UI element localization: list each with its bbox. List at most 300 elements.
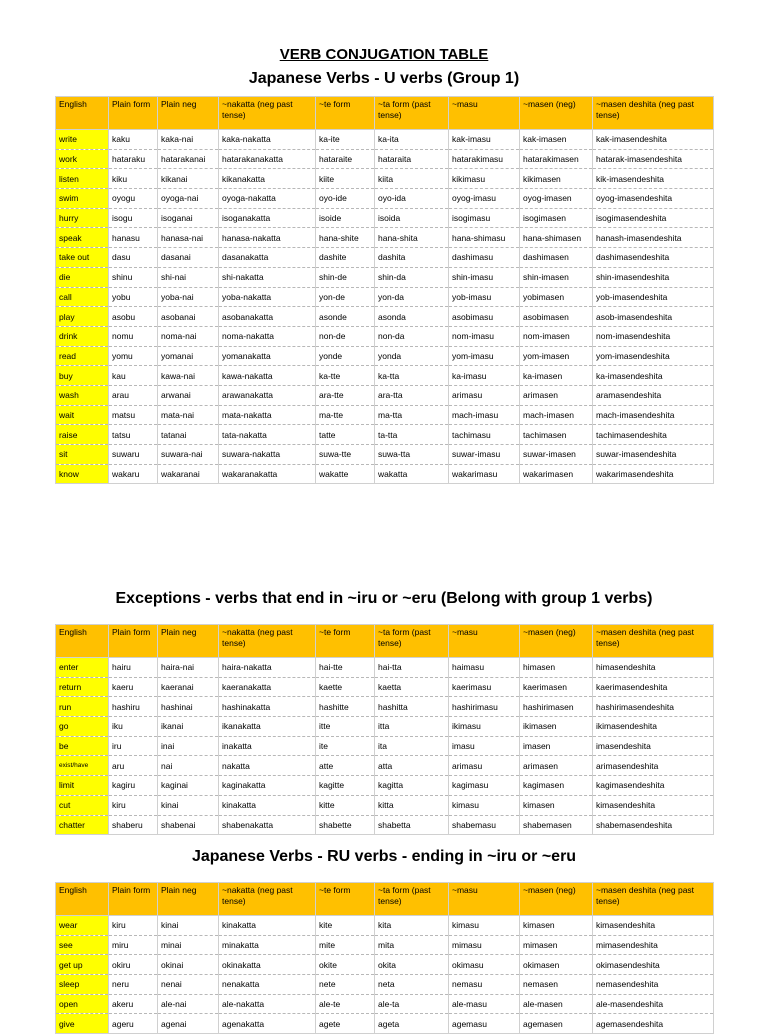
cell-ta-form: ita: [375, 736, 449, 756]
cell-masen: mach-imasen: [520, 405, 593, 425]
cell-te-form: okite: [316, 955, 375, 975]
cell-plain-neg: wakaranai: [158, 464, 219, 484]
cell-nakatta: hanasa-nakatta: [219, 228, 316, 248]
cell-te-form: kite: [316, 916, 375, 936]
cell-nakatta: arawanakatta: [219, 385, 316, 405]
table-row: [56, 385, 714, 405]
cell-nakatta: kinakatta: [219, 916, 316, 936]
cell-plain-form: neru: [109, 975, 158, 995]
cell-english: see: [56, 935, 109, 955]
cell-plain-neg: kaginai: [158, 776, 219, 796]
cell-ta-form: okita: [375, 955, 449, 975]
cell-te-form: nete: [316, 975, 375, 995]
header-plain-neg: Plain neg: [158, 883, 219, 916]
cell-ta-form: hataraita: [375, 149, 449, 169]
cell-ta-form: atta: [375, 756, 449, 776]
cell-masen: nemasen: [520, 975, 593, 995]
cell-ta-form: mita: [375, 935, 449, 955]
cell-plain-form: hairu: [109, 658, 158, 678]
cell-ta-form: yonda: [375, 346, 449, 366]
cell-english: speak: [56, 228, 109, 248]
cell-masen-deshita: hanash-imasendeshita: [593, 228, 714, 248]
cell-nakatta: shabenakatta: [219, 815, 316, 835]
cell-plain-neg: kaeranai: [158, 677, 219, 697]
cell-english: play: [56, 307, 109, 327]
cell-english: cut: [56, 795, 109, 815]
cell-plain-neg: tatanai: [158, 425, 219, 445]
cell-nakatta: mata-nakatta: [219, 405, 316, 425]
cell-ta-form: itta: [375, 717, 449, 737]
table-row: [56, 169, 714, 189]
cell-te-form: kaette: [316, 677, 375, 697]
cell-masen-deshita: kak-imasendeshita: [593, 130, 714, 150]
cell-nakatta: tata-nakatta: [219, 425, 316, 445]
cell-masen: wakarimasen: [520, 464, 593, 484]
cell-nakatta: agenakatta: [219, 1014, 316, 1034]
cell-masu: arimasu: [449, 756, 520, 776]
header-plain-form: Plain form: [109, 97, 158, 130]
cell-te-form: asonde: [316, 307, 375, 327]
cell-te-form: ma-tte: [316, 405, 375, 425]
cell-ta-form: suwa-tta: [375, 445, 449, 465]
header-masen: ~masen (neg): [520, 97, 593, 130]
cell-masen-deshita: agemasendeshita: [593, 1014, 714, 1034]
cell-nakatta: minakatta: [219, 935, 316, 955]
header-nakatta: ~nakatta (neg past tense): [219, 883, 316, 916]
table-row: [56, 366, 714, 386]
cell-te-form: ka-tte: [316, 366, 375, 386]
cell-te-form: ka-ite: [316, 130, 375, 150]
cell-masen-deshita: ale-masendeshita: [593, 994, 714, 1014]
table-row: [56, 228, 714, 248]
header-masen-deshita: ~masen deshita (neg past tense): [593, 883, 714, 916]
table-row: [56, 697, 714, 717]
cell-masen: kak-imasen: [520, 130, 593, 150]
cell-masu: oyog-imasu: [449, 189, 520, 209]
cell-masu: hana-shimasu: [449, 228, 520, 248]
cell-ta-form: ageta: [375, 1014, 449, 1034]
cell-te-form: hashitte: [316, 697, 375, 717]
table-row: [56, 916, 714, 936]
header-english: English: [56, 883, 109, 916]
cell-masen-deshita: mach-imasendeshita: [593, 405, 714, 425]
cell-masen: kaerimasen: [520, 677, 593, 697]
cell-masen: himasen: [520, 658, 593, 678]
cell-english: work: [56, 149, 109, 169]
cell-plain-neg: minai: [158, 935, 219, 955]
cell-masen: shin-imasen: [520, 267, 593, 287]
cell-plain-neg: yoba-nai: [158, 287, 219, 307]
cell-plain-neg: mata-nai: [158, 405, 219, 425]
table-row: [56, 405, 714, 425]
table-row: [56, 935, 714, 955]
header-masu: ~masu: [449, 97, 520, 130]
cell-nakatta: okinakatta: [219, 955, 316, 975]
cell-masu: ka-imasu: [449, 366, 520, 386]
cell-ta-form: shabetta: [375, 815, 449, 835]
cell-masu: tachimasu: [449, 425, 520, 445]
cell-te-form: itte: [316, 717, 375, 737]
cell-masen-deshita: yob-imasendeshita: [593, 287, 714, 307]
cell-masen-deshita: kaerimasendeshita: [593, 677, 714, 697]
cell-masu: hatarakimasu: [449, 149, 520, 169]
cell-masen: kikimasen: [520, 169, 593, 189]
cell-english: return: [56, 677, 109, 697]
cell-plain-form: yomu: [109, 346, 158, 366]
cell-masu: kimasu: [449, 795, 520, 815]
cell-nakatta: shi-nakatta: [219, 267, 316, 287]
cell-masen-deshita: dashimasendeshita: [593, 248, 714, 268]
cell-plain-form: miru: [109, 935, 158, 955]
cell-nakatta: asobanakatta: [219, 307, 316, 327]
cell-masu: shabemasu: [449, 815, 520, 835]
cell-masu: yom-imasu: [449, 346, 520, 366]
cell-masu: agemasu: [449, 1014, 520, 1034]
cell-nakatta: hashinakatta: [219, 697, 316, 717]
table-row: [56, 975, 714, 995]
cell-english: drink: [56, 326, 109, 346]
cell-te-form: ale-te: [316, 994, 375, 1014]
cell-plain-neg: kaka-nai: [158, 130, 219, 150]
cell-masen-deshita: wakarimasendeshita: [593, 464, 714, 484]
table-row: [56, 189, 714, 209]
cell-masu: kak-imasu: [449, 130, 520, 150]
u-verbs-table: [55, 96, 714, 484]
table-row: [56, 815, 714, 835]
cell-masu: okimasu: [449, 955, 520, 975]
cell-english: exist/have: [56, 756, 109, 776]
header-plain-form: Plain form: [109, 883, 158, 916]
cell-masen: isogimasen: [520, 208, 593, 228]
cell-english: listen: [56, 169, 109, 189]
cell-ta-form: kagitta: [375, 776, 449, 796]
cell-english: chatter: [56, 815, 109, 835]
cell-te-form: hana-shite: [316, 228, 375, 248]
cell-masu: mach-imasu: [449, 405, 520, 425]
cell-masen: hashirimasen: [520, 697, 593, 717]
ru-verbs-table: [55, 882, 714, 1034]
cell-plain-form: kau: [109, 366, 158, 386]
header-masu: ~masu: [449, 625, 520, 658]
cell-masen-deshita: shabemasendeshita: [593, 815, 714, 835]
cell-plain-neg: noma-nai: [158, 326, 219, 346]
cell-english: run: [56, 697, 109, 717]
cell-plain-form: kiru: [109, 795, 158, 815]
header-row: [56, 97, 714, 130]
header-english: English: [56, 625, 109, 658]
cell-english: raise: [56, 425, 109, 445]
cell-plain-form: okiru: [109, 955, 158, 975]
cell-plain-neg: suwara-nai: [158, 445, 219, 465]
cell-ta-form: kaetta: [375, 677, 449, 697]
cell-masen: tachimasen: [520, 425, 593, 445]
cell-te-form: kagitte: [316, 776, 375, 796]
table-row: [56, 717, 714, 737]
table-row: [56, 130, 714, 150]
cell-te-form: hai-tte: [316, 658, 375, 678]
cell-plain-neg: agenai: [158, 1014, 219, 1034]
cell-nakatta: ikanakatta: [219, 717, 316, 737]
cell-ta-form: neta: [375, 975, 449, 995]
cell-ta-form: kita: [375, 916, 449, 936]
cell-plain-neg: shi-nai: [158, 267, 219, 287]
cell-ta-form: ara-tta: [375, 385, 449, 405]
cell-ta-form: ma-tta: [375, 405, 449, 425]
cell-masen-deshita: yom-imasendeshita: [593, 346, 714, 366]
header-plain-neg: Plain neg: [158, 625, 219, 658]
cell-te-form: agete: [316, 1014, 375, 1034]
table-row: [56, 149, 714, 169]
table-row: [56, 326, 714, 346]
cell-masen: oyog-imasen: [520, 189, 593, 209]
cell-plain-neg: hatarakanai: [158, 149, 219, 169]
cell-masen-deshita: aramasendeshita: [593, 385, 714, 405]
cell-plain-neg: ikanai: [158, 717, 219, 737]
cell-te-form: kitte: [316, 795, 375, 815]
cell-te-form: wakatte: [316, 464, 375, 484]
cell-plain-form: asobu: [109, 307, 158, 327]
cell-masen-deshita: mimasendeshita: [593, 935, 714, 955]
cell-masen: mimasen: [520, 935, 593, 955]
table-row: [56, 955, 714, 975]
table-row: [56, 208, 714, 228]
cell-plain-form: kagiru: [109, 776, 158, 796]
header-te-form: ~te form: [316, 625, 375, 658]
header-nakatta: ~nakatta (neg past tense): [219, 625, 316, 658]
cell-nakatta: kikanakatta: [219, 169, 316, 189]
cell-masen-deshita: hatarak-imasendeshita: [593, 149, 714, 169]
cell-plain-form: kiku: [109, 169, 158, 189]
cell-english: hurry: [56, 208, 109, 228]
cell-english: die: [56, 267, 109, 287]
cell-ta-form: isoida: [375, 208, 449, 228]
cell-masen: kimasen: [520, 795, 593, 815]
cell-ta-form: ta-tta: [375, 425, 449, 445]
cell-plain-neg: shabenai: [158, 815, 219, 835]
cell-nakatta: inakatta: [219, 736, 316, 756]
table-row: [56, 248, 714, 268]
cell-english: open: [56, 994, 109, 1014]
cell-plain-form: hanasu: [109, 228, 158, 248]
header-ta-form: ~ta form (past tense): [375, 97, 449, 130]
cell-masen: kimasen: [520, 916, 593, 936]
cell-masen: agemasen: [520, 1014, 593, 1034]
cell-masen: ka-imasen: [520, 366, 593, 386]
cell-plain-neg: arwanai: [158, 385, 219, 405]
cell-te-form: oyo-ide: [316, 189, 375, 209]
cell-ta-form: ka-tta: [375, 366, 449, 386]
section-title-u-verbs: Japanese Verbs - U verbs (Group 1): [248, 70, 520, 87]
cell-nakatta: nakatta: [219, 756, 316, 776]
cell-plain-neg: yomanai: [158, 346, 219, 366]
cell-masu: isogimasu: [449, 208, 520, 228]
cell-masen: arimasen: [520, 385, 593, 405]
cell-masen: suwar-imasen: [520, 445, 593, 465]
cell-masu: kimasu: [449, 916, 520, 936]
cell-masen: hana-shimasen: [520, 228, 593, 248]
cell-ta-form: wakatta: [375, 464, 449, 484]
cell-nakatta: kawa-nakatta: [219, 366, 316, 386]
table-row: [56, 994, 714, 1014]
cell-masu: asobimasu: [449, 307, 520, 327]
cell-english: limit: [56, 776, 109, 796]
header-ta-form: ~ta form (past tense): [375, 883, 449, 916]
cell-plain-form: shinu: [109, 267, 158, 287]
cell-nakatta: kaginakatta: [219, 776, 316, 796]
cell-te-form: hataraite: [316, 149, 375, 169]
cell-masu: wakarimasu: [449, 464, 520, 484]
cell-masen: ale-masen: [520, 994, 593, 1014]
header-masen: ~masen (neg): [520, 625, 593, 658]
cell-te-form: isoide: [316, 208, 375, 228]
table-row: [56, 464, 714, 484]
cell-english: know: [56, 464, 109, 484]
table-row: [56, 346, 714, 366]
cell-plain-form: tatsu: [109, 425, 158, 445]
cell-english: wait: [56, 405, 109, 425]
cell-nakatta: haira-nakatta: [219, 658, 316, 678]
cell-masen-deshita: kimasendeshita: [593, 916, 714, 936]
cell-plain-neg: okinai: [158, 955, 219, 975]
cell-plain-form: suwaru: [109, 445, 158, 465]
cell-plain-form: kiru: [109, 916, 158, 936]
cell-nakatta: isoganakatta: [219, 208, 316, 228]
cell-nakatta: yoba-nakatta: [219, 287, 316, 307]
cell-english: read: [56, 346, 109, 366]
header-row: [56, 625, 714, 658]
header-masen: ~masen (neg): [520, 883, 593, 916]
cell-masen: shabemasen: [520, 815, 593, 835]
cell-plain-neg: hanasa-nai: [158, 228, 219, 248]
cell-masen: kagimasen: [520, 776, 593, 796]
cell-masen: yobimasen: [520, 287, 593, 307]
cell-masu: suwar-imasu: [449, 445, 520, 465]
cell-ta-form: hashitta: [375, 697, 449, 717]
cell-nakatta: kinakatta: [219, 795, 316, 815]
cell-masen: imasen: [520, 736, 593, 756]
cell-masu: yob-imasu: [449, 287, 520, 307]
cell-masen-deshita: kagimasendeshita: [593, 776, 714, 796]
cell-plain-form: iru: [109, 736, 158, 756]
cell-masen-deshita: ka-imasendeshita: [593, 366, 714, 386]
cell-plain-neg: dasanai: [158, 248, 219, 268]
table-row: [56, 425, 714, 445]
header-plain-form: Plain form: [109, 625, 158, 658]
cell-masu: nom-imasu: [449, 326, 520, 346]
cell-te-form: kiite: [316, 169, 375, 189]
cell-ta-form: hai-tta: [375, 658, 449, 678]
cell-te-form: mite: [316, 935, 375, 955]
cell-plain-neg: oyoga-nai: [158, 189, 219, 209]
cell-english: write: [56, 130, 109, 150]
cell-te-form: shabette: [316, 815, 375, 835]
cell-plain-form: akeru: [109, 994, 158, 1014]
cell-te-form: ite: [316, 736, 375, 756]
cell-english: call: [56, 287, 109, 307]
cell-english: go: [56, 717, 109, 737]
cell-masen: yom-imasen: [520, 346, 593, 366]
cell-te-form: tatte: [316, 425, 375, 445]
table-row: [56, 756, 714, 776]
section-title-exceptions: Exceptions - verbs that end in ~iru or ~eru (Belong with group 1 verbs): [115, 590, 653, 607]
header-english: English: [56, 97, 109, 130]
cell-masu: mimasu: [449, 935, 520, 955]
cell-plain-neg: ale-nai: [158, 994, 219, 1014]
cell-plain-neg: kinai: [158, 916, 219, 936]
cell-te-form: shin-de: [316, 267, 375, 287]
cell-te-form: yon-de: [316, 287, 375, 307]
header-te-form: ~te form: [316, 883, 375, 916]
cell-plain-form: hataraku: [109, 149, 158, 169]
exceptions-table: [55, 624, 714, 835]
cell-english: be: [56, 736, 109, 756]
header-masen-deshita: ~masen deshita (neg past tense): [593, 625, 714, 658]
cell-ta-form: hana-shita: [375, 228, 449, 248]
document-title: VERB CONJUGATION TABLE: [279, 46, 489, 63]
cell-nakatta: nenakatta: [219, 975, 316, 995]
cell-english: give: [56, 1014, 109, 1034]
cell-masen-deshita: asob-imasendeshita: [593, 307, 714, 327]
cell-plain-form: kaeru: [109, 677, 158, 697]
header-masu: ~masu: [449, 883, 520, 916]
cell-masu: kikimasu: [449, 169, 520, 189]
section-title-ru-verbs: Japanese Verbs - RU verbs - ending in ~iru or ~eru: [191, 848, 577, 865]
table-row: [56, 287, 714, 307]
cell-plain-form: dasu: [109, 248, 158, 268]
cell-plain-form: isogu: [109, 208, 158, 228]
cell-nakatta: suwara-nakatta: [219, 445, 316, 465]
cell-masu: ikimasu: [449, 717, 520, 737]
cell-plain-form: yobu: [109, 287, 158, 307]
table-row: [56, 307, 714, 327]
cell-english: buy: [56, 366, 109, 386]
cell-plain-neg: kinai: [158, 795, 219, 815]
cell-masen-deshita: nom-imasendeshita: [593, 326, 714, 346]
cell-plain-neg: haira-nai: [158, 658, 219, 678]
table-row: [56, 795, 714, 815]
cell-masen-deshita: oyog-imasendeshita: [593, 189, 714, 209]
cell-masen: arimasen: [520, 756, 593, 776]
header-nakatta: ~nakatta (neg past tense): [219, 97, 316, 130]
cell-masen-deshita: arimasendeshita: [593, 756, 714, 776]
cell-nakatta: oyoga-nakatta: [219, 189, 316, 209]
cell-plain-form: iku: [109, 717, 158, 737]
cell-ta-form: dashita: [375, 248, 449, 268]
cell-masen: ikimasen: [520, 717, 593, 737]
cell-nakatta: ale-nakatta: [219, 994, 316, 1014]
cell-te-form: yonde: [316, 346, 375, 366]
cell-nakatta: dasanakatta: [219, 248, 316, 268]
cell-plain-form: hashiru: [109, 697, 158, 717]
cell-plain-neg: asobanai: [158, 307, 219, 327]
table-row: [56, 736, 714, 756]
cell-ta-form: kiita: [375, 169, 449, 189]
cell-masu: dashimasu: [449, 248, 520, 268]
cell-plain-form: nomu: [109, 326, 158, 346]
table-row: [56, 658, 714, 678]
cell-masen-deshita: okimasendeshita: [593, 955, 714, 975]
cell-ta-form: oyo-ida: [375, 189, 449, 209]
cell-masen: dashimasen: [520, 248, 593, 268]
cell-masen-deshita: kik-imasendeshita: [593, 169, 714, 189]
cell-masu: ale-masu: [449, 994, 520, 1014]
table-row: [56, 677, 714, 697]
cell-nakatta: kaka-nakatta: [219, 130, 316, 150]
cell-plain-form: oyogu: [109, 189, 158, 209]
cell-plain-neg: kikanai: [158, 169, 219, 189]
header-te-form: ~te form: [316, 97, 375, 130]
table-row: [56, 445, 714, 465]
